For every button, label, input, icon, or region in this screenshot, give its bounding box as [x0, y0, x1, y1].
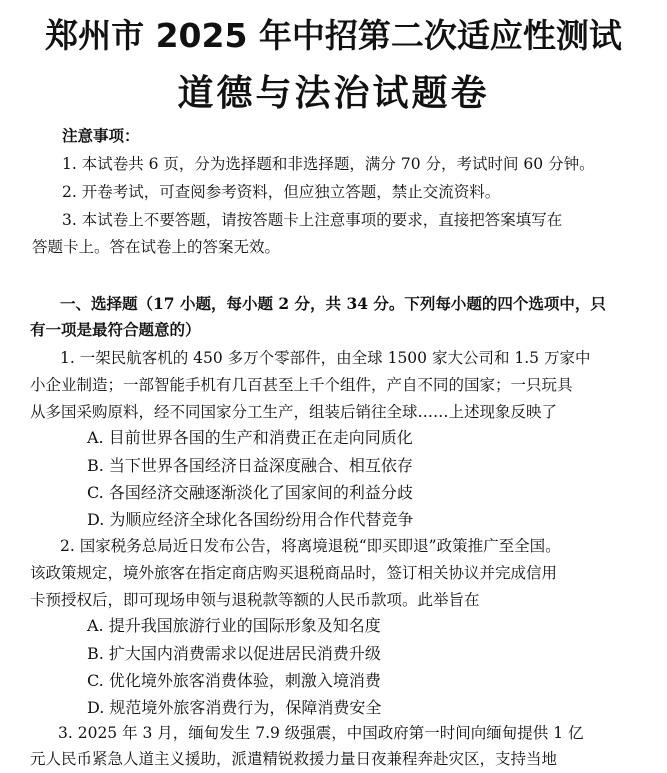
- notice-heading: 注意事项：: [62, 126, 140, 145]
- exam-subtitle: 道德与法治试题卷: [177, 73, 490, 114]
- option-d: D. 规范境外旅客消费行为，保障消费安全: [87, 698, 382, 717]
- question-stem: 元人民币紧急人道主义援助，派遣精锐救援力量日夜兼程奔赴灾区，支持当地: [30, 750, 558, 768]
- section-heading: 有一项是最符合题意的）: [30, 320, 201, 339]
- section-heading: 一、选择题（17 小题，每小题 2 分，共 34 分。下列每小题的四个选项中，只: [60, 294, 606, 313]
- question-stem: 该政策规定，境外旅客在指定商店购买退税商品时，签订相关协议并完成信用: [30, 564, 558, 582]
- option-c: C. 优化境外旅客消费体验，刺激入境消费: [87, 671, 381, 690]
- notice-item: 1. 本试卷共 6 页，分为选择题和非选择题，满分 70 分，考试时间 60 分钟。: [62, 155, 595, 173]
- option-c: C. 各国经济交融逐渐淡化了国家间的利益分歧: [87, 483, 413, 502]
- question-stem: 1. 一架民航客机的 450 多万个零部件，由全球 1500 家大公司和 1.5 万家中: [60, 349, 591, 367]
- question-stem: 卡预授权后，即可现场申领与退税款等额的人民币款项。此举旨在: [30, 591, 480, 609]
- option-b: B. 扩大国内消费需求以促进居民消费升级: [87, 644, 381, 663]
- question-stem: 从多国采购原料，经不同国家分工生产，组装后销往全球……上述现象反映了: [30, 403, 558, 421]
- option-b: B. 当下世界各国经济日益深度融合、相互依存: [87, 456, 413, 475]
- notice-item: 3. 本试卷上不要答题，请按答题卡上注意事项的要求，直接把答案填写在: [62, 211, 563, 229]
- option-d: D. 为顺应经济全球化各国纷纷用合作代替竞争: [87, 510, 414, 529]
- notice-item: 2. 开卷考试，可查阅参考资料，但应独立答题，禁止交流资料。: [62, 183, 501, 201]
- option-a: A. 目前世界各国的生产和消费正在走向同质化: [87, 428, 413, 447]
- question-stem: 小企业制造；一部智能手机有几百甚至上千个组件，产自不同的国家；一只玩具: [30, 376, 573, 394]
- question-stem: 2. 国家税务总局近日发布公告，将离境退税“即买即退”政策推广至全国。: [60, 537, 561, 555]
- notice-item: 答题卡上。答在试卷上的答案无效。: [32, 238, 281, 256]
- exam-title: 郑州市 2025 年中招第二次适应性测试: [45, 16, 622, 55]
- option-a: A. 提升我国旅游行业的国际形象及知名度: [87, 616, 381, 635]
- question-stem: 3. 2025 年 3 月，缅甸发生 7.9 级强震，中国政府第一时间向缅甸提供 1 亿: [58, 724, 584, 742]
